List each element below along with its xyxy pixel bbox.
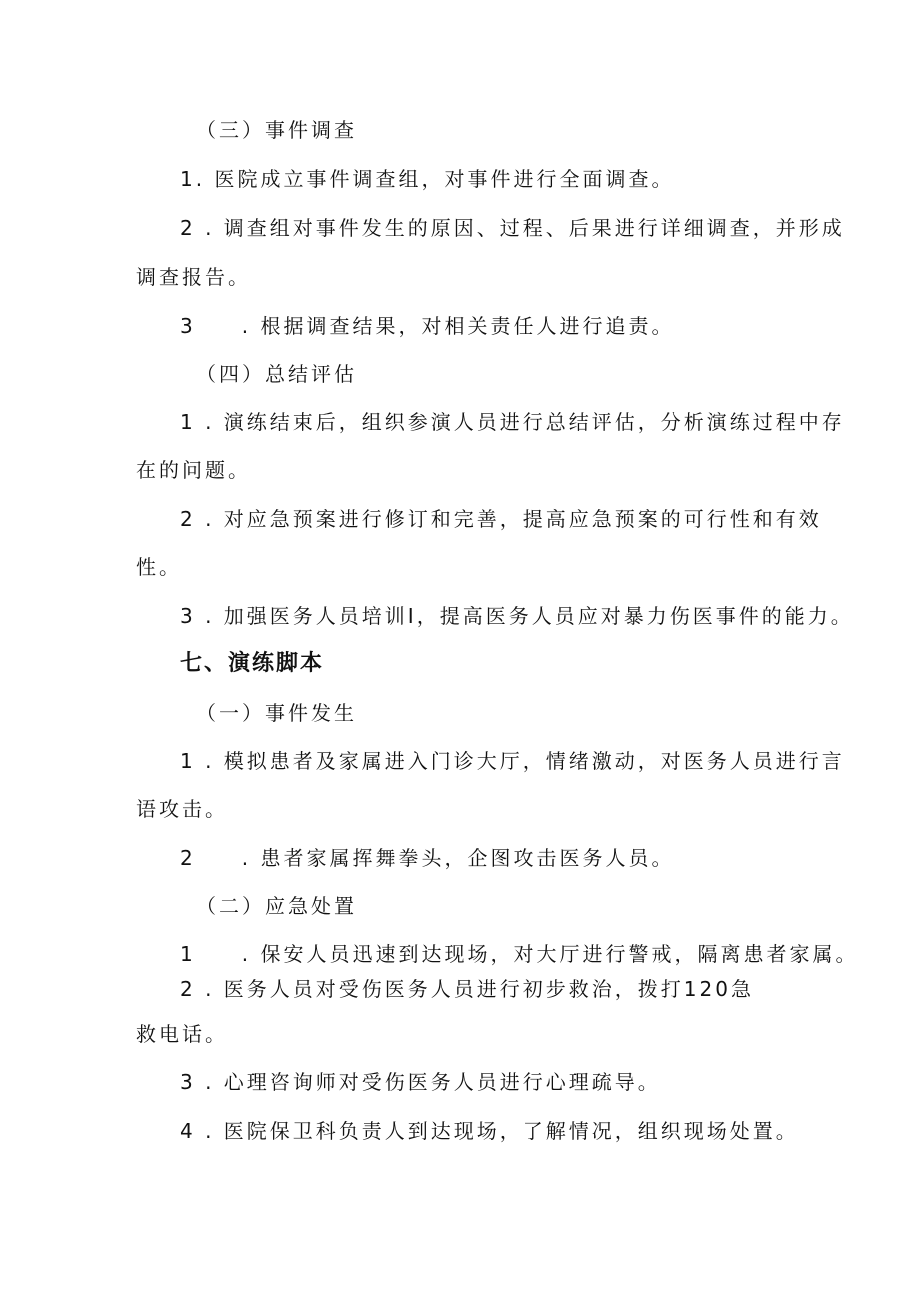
paragraph-summary-item-1-line-2: 在的问题。: [136, 458, 251, 482]
paragraph-incident-item-1-line-2: 语攻击。: [136, 797, 228, 821]
paragraph-investigation-item-3: 3 . 根据调查结果，对相关责任人进行追责。: [180, 314, 675, 338]
section-heading-summary-evaluation: （四）总结评估: [196, 362, 357, 386]
paragraph-response-item-1: 1 . 保安人员迅速到达现场，对大厅进行警戒，隔离患者家属。: [180, 942, 859, 966]
section-heading-event-investigation: （三）事件调查: [196, 118, 357, 142]
paragraph-incident-item-2: 2 . 患者家属挥舞拳头，企图攻击医务人员。: [180, 846, 675, 870]
paragraph-response-item-2-line-2: 救电话。: [136, 1022, 228, 1046]
paragraph-investigation-item-2-line-1: 2 . 调查组对事件发生的原因、过程、后果进行详细调查，并形成: [180, 216, 845, 240]
paragraph-investigation-item-1: 1. 医院成立事件调查组，对事件进行全面调查。: [180, 167, 675, 191]
section-heading-incident-occurs: （一）事件发生: [196, 701, 357, 725]
paragraph-summary-item-1-line-1: 1 . 演练结束后，组织参演人员进行总结评估，分析演练过程中存: [180, 410, 845, 434]
paragraph-response-item-4: 4 . 医院保卫科负责人到达现场，了解情况，组织现场处置。: [180, 1119, 799, 1143]
section-heading-emergency-response: （二）应急处置: [196, 894, 357, 918]
paragraph-summary-item-2-line-1: 2 . 对应急预案进行修订和完善，提高应急预案的可行性和有效: [180, 507, 822, 531]
paragraph-response-item-3: 3 . 心理咨询师对受伤医务人员进行心理疏导。: [180, 1070, 661, 1094]
chapter-heading-drill-script: 七、演练脚本: [180, 651, 325, 676]
paragraph-response-item-2-line-1: 2 . 医务人员对受伤医务人员进行初步救治，拨打120急: [180, 977, 754, 1001]
paragraph-investigation-item-2-line-2: 调查报告。: [136, 265, 251, 289]
paragraph-summary-item-3: 3 . 加强医务人员培训I，提高医务人员应对暴力伤医事件的能力。: [180, 604, 854, 628]
paragraph-incident-item-1-line-1: 1 . 模拟患者及家属进入门诊大厅，情绪激动，对医务人员进行言: [180, 749, 845, 773]
paragraph-summary-item-2-line-2: 性。: [136, 555, 182, 579]
